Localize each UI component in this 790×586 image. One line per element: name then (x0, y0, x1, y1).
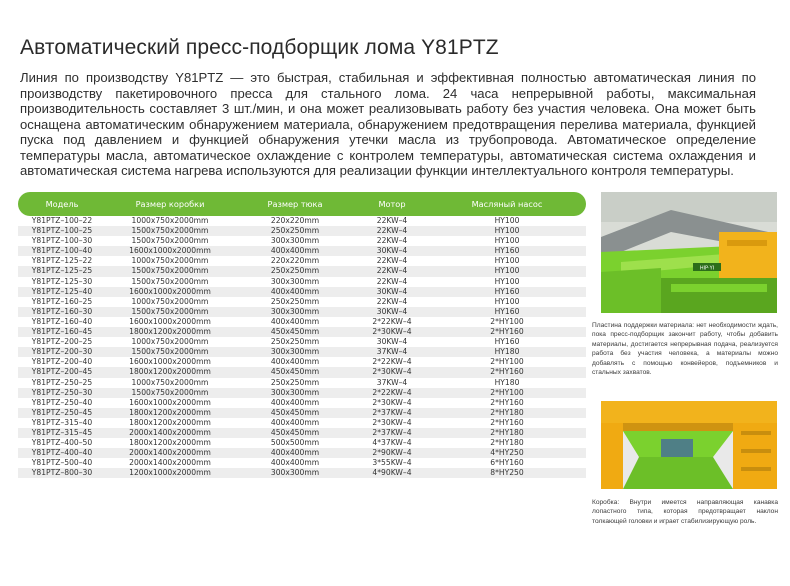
table-header-row (18, 192, 586, 216)
cell-bale-size: 300x300mm (270, 306, 320, 316)
cell-box-size: 1800x1200x2000mm (129, 438, 211, 448)
cell-oil-pump: 2*HY100 (490, 316, 524, 326)
cell-oil-pump: HY100 (494, 256, 520, 266)
cell-oil-pump: HY100 (494, 276, 520, 286)
cell-model: Y81PTZ–125–40 (31, 286, 93, 296)
cell-box-size: 1500x750x2000mm (131, 306, 209, 316)
cell-oil-pump: HY160 (494, 286, 520, 296)
table-row (18, 317, 586, 327)
cell-motor: 3*55KW–4 (372, 458, 412, 468)
table-row (18, 216, 586, 226)
cell-box-size: 1000x750x2000mm (131, 216, 209, 225)
cell-model: Y81PTZ–125–25 (31, 266, 93, 276)
table-row (18, 468, 586, 478)
cell-box-size: 2000x1400x2000mm (129, 458, 211, 468)
cell-oil-pump: HY100 (494, 226, 520, 236)
cell-box-size: 1600x1000x2000mm (129, 316, 211, 326)
cell-oil-pump: 2*HY160 (490, 397, 524, 407)
cell-motor: 22KW–4 (376, 276, 408, 286)
header-model: Модель (18, 192, 106, 216)
cell-box-size: 1600x1000x2000mm (129, 246, 211, 256)
cell-model: Y81PTZ–200–45 (31, 367, 93, 377)
cell-oil-pump: 4*HY250 (490, 448, 524, 458)
cell-bale-size: 300x300mm (270, 236, 320, 246)
cell-model: Y81PTZ–400–50 (31, 438, 93, 448)
cell-box-size: 1200x1000x2000mm (129, 468, 211, 478)
cell-box-size: 1500x750x2000mm (131, 276, 209, 286)
cell-oil-pump: 2*HY100 (490, 387, 524, 397)
table-row (18, 327, 586, 337)
table-row (18, 418, 586, 428)
baler-feed-plate-image (601, 192, 777, 313)
cell-motor: 22KW–4 (376, 256, 408, 266)
cell-motor: 2*22KW–4 (372, 357, 412, 367)
cell-box-size: 1600x1000x2000mm (129, 397, 211, 407)
cell-motor: 22KW–4 (376, 266, 408, 276)
cell-box-size: 1800x1200x2000mm (129, 367, 211, 377)
table-row (18, 448, 586, 458)
box-photo (601, 401, 777, 489)
cell-model: Y81PTZ–400–40 (31, 448, 93, 458)
cell-motor: 22KW–4 (376, 296, 408, 306)
cell-oil-pump: 2*HY180 (490, 407, 524, 417)
cell-oil-pump: 8*HY250 (490, 468, 524, 478)
material-support-plate-photo (601, 192, 777, 313)
table-row (18, 408, 586, 418)
cell-bale-size: 400x400mm (270, 246, 320, 256)
cell-oil-pump: 2*HY100 (490, 357, 524, 367)
cell-oil-pump: HY100 (494, 236, 520, 246)
cell-bale-size: 400x400mm (270, 286, 320, 296)
table-row (18, 357, 586, 367)
cell-motor: 37KW–4 (376, 347, 408, 357)
cell-oil-pump: 2*HY160 (490, 327, 524, 337)
table-row (18, 297, 586, 307)
cell-motor: 30KW–4 (376, 306, 408, 316)
cell-bale-size: 400x400mm (270, 458, 320, 468)
table-row (18, 307, 586, 317)
cell-bale-size: 250x250mm (270, 296, 320, 306)
cell-model: Y81PTZ–315–40 (31, 417, 93, 427)
table-body (18, 216, 586, 478)
cell-bale-size: 400x400mm (270, 316, 320, 326)
cell-box-size: 1800x1200x2000mm (129, 407, 211, 417)
cell-model: Y81PTZ–100–40 (31, 246, 93, 256)
cell-box-size: 1000x750x2000mm (131, 256, 209, 266)
cell-oil-pump: HY180 (494, 377, 520, 387)
table-row (18, 388, 586, 398)
table-row (18, 266, 586, 276)
cell-bale-size: 250x250mm (270, 337, 320, 347)
baler-box-image (601, 401, 777, 489)
photo-brand-label: HIP·YI (699, 265, 715, 272)
description-paragraph: Линия по производству Y81PTZ — это быстрая, стабильная и эффективная полностью автоматическая линия по производству пакетировочного пресса для стального лома. 24 часа непрерывной работы, максимальная производительность составляет 3 шт./мин, и она может реализовывать работу без участия человека. Она может быть оснащена автоматическим обнаружением материала, обнаружением предотвращения перелива материала, функцией пуска под давлением и функцией обнаружения утечки масла из трубопровода. Автоматическое определение температуры масла, автоматическое охлаждение с контролем температуры, автоматическая система охлаждения и автоматическая система нагрева используются для реализации функции интеллектуального контроля температуры. (20, 70, 756, 178)
cell-bale-size: 450x450mm (270, 327, 320, 337)
cell-model: Y81PTZ–800–30 (31, 468, 93, 478)
cell-model: Y81PTZ–100–22 (31, 216, 93, 225)
table-row (18, 398, 586, 408)
header-oil-pump: Масляный насос (428, 192, 586, 216)
table-row (18, 226, 586, 236)
cell-bale-size: 300x300mm (270, 276, 320, 286)
specs-table-container (18, 192, 586, 542)
cell-bale-size: 220x220mm (270, 256, 320, 266)
table-row (18, 246, 586, 256)
cell-motor: 30KW–4 (376, 246, 408, 256)
cell-oil-pump: 2*HY160 (490, 367, 524, 377)
cell-model: Y81PTZ–315–45 (31, 427, 93, 437)
cell-model: Y81PTZ–500–40 (31, 458, 93, 468)
cell-oil-pump: HY160 (494, 306, 520, 316)
caption-material-plate: Пластина поддержки материала: нет необходимости ждать, пока пресс-подборщик закончит работу, чтобы добавить материалы, достигается непрерывная подача, реализуется работа без участия человека, а материалы можно добавлять с помощью конвейеров, подъемников и стальных захватов. (592, 322, 778, 377)
cell-box-size: 1500x750x2000mm (131, 266, 209, 276)
cell-motor: 2*30KW–4 (372, 367, 412, 377)
cell-bale-size: 400x400mm (270, 357, 320, 367)
cell-motor: 30KW–4 (376, 286, 408, 296)
cell-box-size: 2000x1400x2000mm (129, 448, 211, 458)
table-row (18, 428, 586, 438)
cell-bale-size: 250x250mm (270, 377, 320, 387)
cell-motor: 2*22KW–4 (372, 316, 412, 326)
cell-bale-size: 400x400mm (270, 397, 320, 407)
table-row (18, 277, 586, 287)
cell-oil-pump: HY100 (494, 266, 520, 276)
cell-model: Y81PTZ–125–22 (31, 256, 93, 266)
cell-model: Y81PTZ–160–45 (31, 327, 93, 337)
cell-bale-size: 400x400mm (270, 448, 320, 458)
cell-bale-size: 300x300mm (270, 387, 320, 397)
cell-motor: 30KW–4 (376, 337, 408, 347)
cell-box-size: 1500x750x2000mm (131, 387, 209, 397)
cell-box-size: 1800x1200x2000mm (129, 417, 211, 427)
cell-bale-size: 300x300mm (270, 468, 320, 478)
cell-motor: 2*90KW–4 (372, 448, 412, 458)
cell-oil-pump: HY180 (494, 347, 520, 357)
specs-table (18, 192, 586, 478)
cell-motor: 2*30KW–4 (372, 327, 412, 337)
cell-model: Y81PTZ–160–30 (31, 306, 93, 316)
cell-motor: 22KW–4 (376, 226, 408, 236)
cell-model: Y81PTZ–250–25 (31, 377, 93, 387)
cell-bale-size: 400x400mm (270, 417, 320, 427)
cell-motor: 2*37KW–4 (372, 427, 412, 437)
header-box-size: Размер коробки (106, 192, 234, 216)
cell-motor: 37KW–4 (376, 377, 408, 387)
cell-bale-size: 220x220mm (270, 216, 320, 225)
table-row (18, 378, 586, 388)
table-row (18, 337, 586, 347)
table-row (18, 256, 586, 266)
cell-bale-size: 250x250mm (270, 266, 320, 276)
cell-oil-pump: 2*HY160 (490, 417, 524, 427)
table-row (18, 367, 586, 377)
cell-oil-pump: 2*HY180 (490, 438, 524, 448)
cell-model: Y81PTZ–250–40 (31, 397, 93, 407)
cell-bale-size: 450x450mm (270, 427, 320, 437)
table-row (18, 438, 586, 448)
cell-box-size: 2000x1400x2000mm (129, 427, 211, 437)
cell-motor: 4*90KW–4 (372, 468, 412, 478)
table-row (18, 236, 586, 246)
cell-oil-pump: HY160 (494, 337, 520, 347)
cell-model: Y81PTZ–160–40 (31, 316, 93, 326)
cell-model: Y81PTZ–100–30 (31, 236, 93, 246)
cell-bale-size: 500x500mm (270, 438, 320, 448)
cell-box-size: 1600x1000x2000mm (129, 357, 211, 367)
cell-box-size: 1000x750x2000mm (131, 337, 209, 347)
header-motor: Мотор (356, 192, 428, 216)
page-title: Автоматический пресс-подборщик лома Y81PTZ (20, 36, 499, 59)
cell-oil-pump: HY100 (494, 216, 520, 225)
table-row (18, 287, 586, 297)
cell-motor: 2*30KW–4 (372, 417, 412, 427)
cell-model: Y81PTZ–160–25 (31, 296, 93, 306)
cell-motor: 22KW–4 (376, 216, 408, 225)
cell-model: Y81PTZ–250–45 (31, 407, 93, 417)
cell-model: Y81PTZ–100–25 (31, 226, 93, 236)
cell-motor: 2*30KW–4 (372, 397, 412, 407)
table-row (18, 458, 586, 468)
cell-box-size: 1500x750x2000mm (131, 226, 209, 236)
cell-model: Y81PTZ–250–30 (31, 387, 93, 397)
cell-box-size: 1000x750x2000mm (131, 377, 209, 387)
cell-bale-size: 250x250mm (270, 226, 320, 236)
cell-oil-pump: HY160 (494, 246, 520, 256)
cell-box-size: 1500x750x2000mm (131, 236, 209, 246)
header-bale-size: Размер тюка (234, 192, 356, 216)
cell-bale-size: 300x300mm (270, 347, 320, 357)
cell-model: Y81PTZ–200–30 (31, 347, 93, 357)
table-row (18, 347, 586, 357)
cell-model: Y81PTZ–200–25 (31, 337, 93, 347)
cell-box-size: 1000x750x2000mm (131, 296, 209, 306)
cell-box-size: 1800x1200x2000mm (129, 327, 211, 337)
cell-model: Y81PTZ–125–30 (31, 276, 93, 286)
cell-motor: 2*22KW–4 (372, 387, 412, 397)
caption-box: Коробка: Внутри имеется направляющая канавка лопастного типа, которая предотвращает наклон толкающей головки и играет стабилизирующую роль. (592, 499, 778, 525)
cell-motor: 22KW–4 (376, 236, 408, 246)
cell-oil-pump: 2*HY180 (490, 427, 524, 437)
cell-model: Y81PTZ–200–40 (31, 357, 93, 367)
cell-bale-size: 450x450mm (270, 367, 320, 377)
cell-box-size: 1600x1000x2000mm (129, 286, 211, 296)
cell-motor: 2*37KW–4 (372, 407, 412, 417)
cell-oil-pump: 6*HY160 (490, 458, 524, 468)
cell-box-size: 1500x750x2000mm (131, 347, 209, 357)
cell-motor: 4*37KW–4 (372, 438, 412, 448)
cell-bale-size: 450x450mm (270, 407, 320, 417)
cell-oil-pump: HY100 (494, 296, 520, 306)
